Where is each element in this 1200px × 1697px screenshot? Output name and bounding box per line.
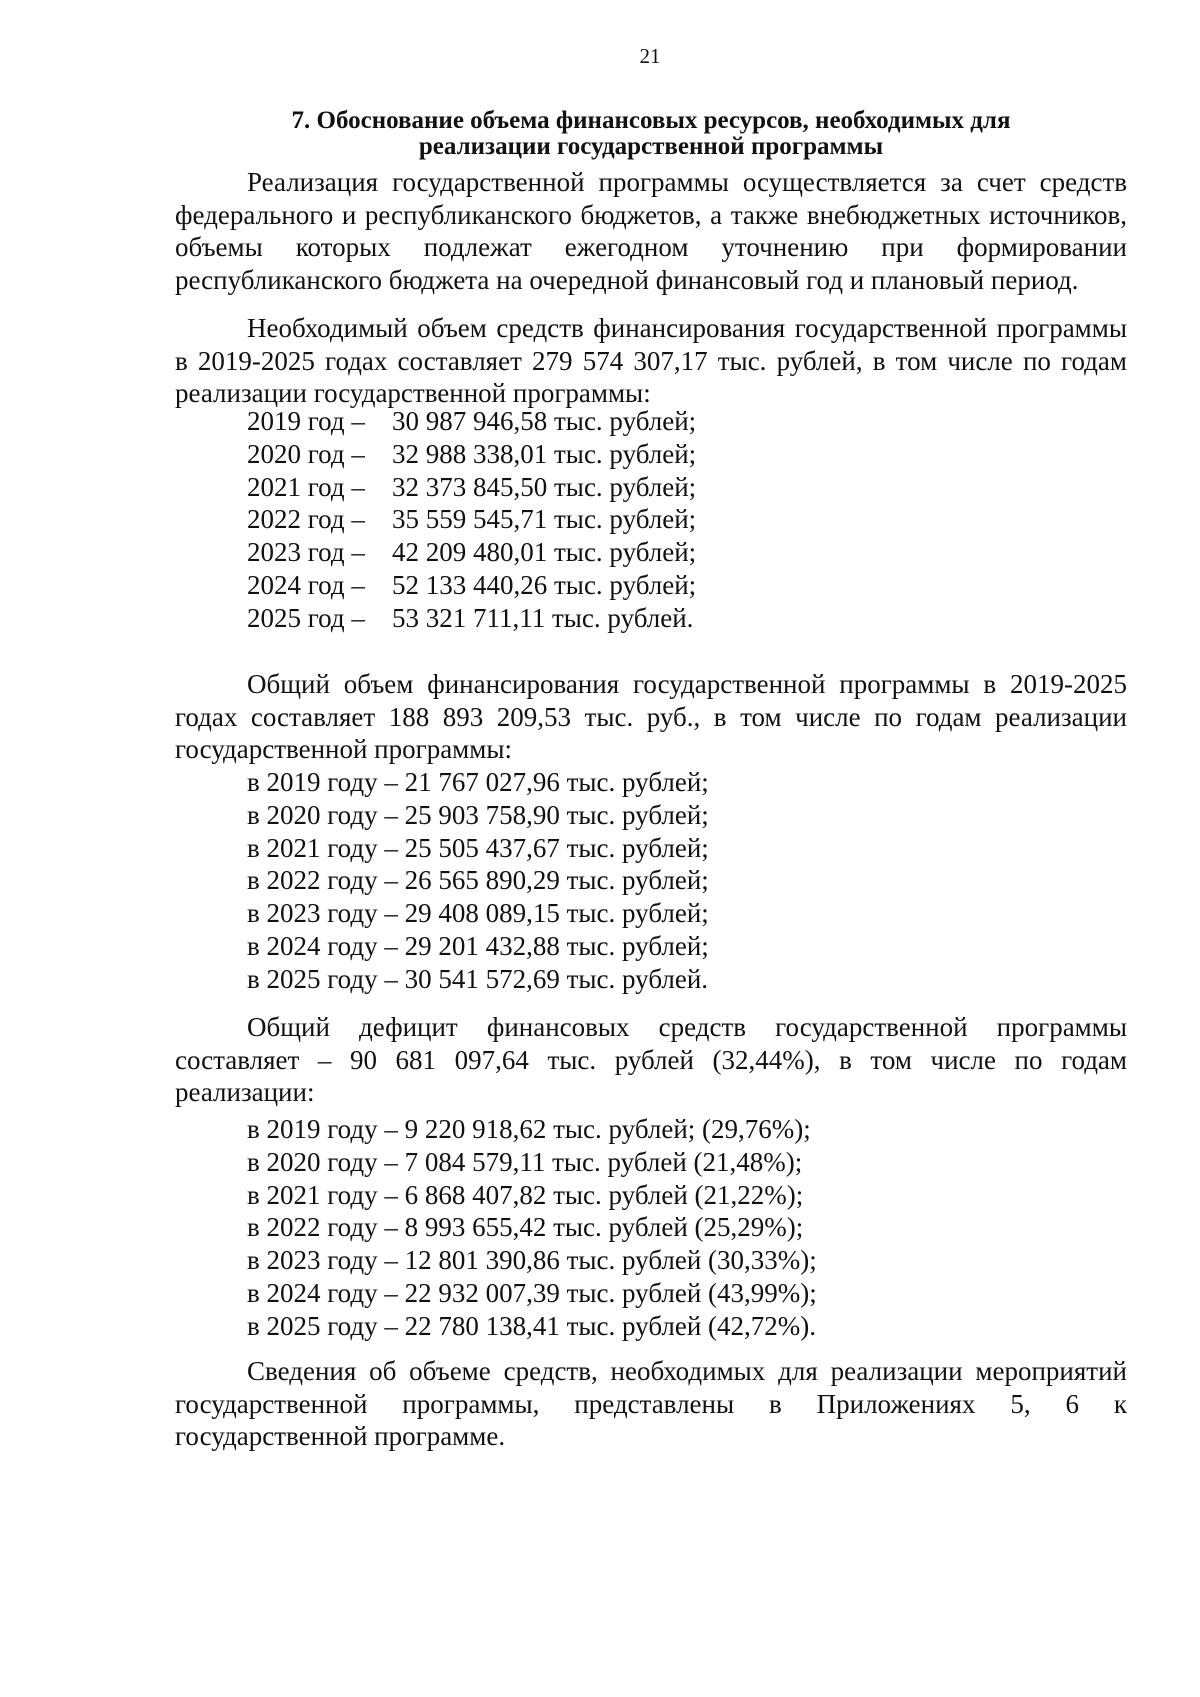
section-heading — [175, 108, 1127, 160]
list-item: в 2024 году – 29 201 432,88 тыс. рублей; — [247, 930, 709, 961]
funding-by-year-list — [247, 766, 709, 996]
section-title-line-1: 7. Обоснование объема финансовых ресурсов, необходимых для — [291, 107, 1011, 134]
list-item: в 2022 году – 26 565 890,29 тыс. рублей; — [247, 865, 709, 896]
list-item: в 2024 году – 22 932 007,39 тыс. рублей (43,99%); — [247, 1277, 817, 1308]
list-item: в 2025 году – 30 541 572,69 тыс. рублей. — [247, 963, 709, 994]
paragraph-funding-sources: Реализация государственной программы осуществляется за счет средств федерального и республиканского бюджетов, а также внебюджетных источников, объемы которых подлежат ежегодном уточнению при формировании республиканского бюджета на очередной финансовый год и плановый период. — [175, 167, 1127, 295]
list-item: в 2019 году – 9 220 918,62 тыс. рублей; (29,76%); — [247, 1114, 811, 1144]
section-title-line-2: реализации государственной программы — [418, 133, 884, 160]
list-item: в 2019 году – 21 767 027,96 тыс. рублей; — [247, 767, 709, 797]
paragraph-appendix-reference: Сведения об объеме средств, необходимых для реализации мероприятий государственной программы, представлены в Приложениях 5, 6 к государственной программе. — [175, 1356, 1127, 1451]
list-item: в 2022 году – 8 993 655,42 тыс. рублей (25,29%); — [247, 1212, 804, 1243]
list-item: в 2020 году – 7 084 579,11 тыс. рублей (21,48%); — [247, 1146, 803, 1177]
deficit-by-year-list — [247, 1113, 817, 1343]
list-item: 2020 год – 32 988 338,01 тыс. рублей; — [247, 438, 697, 469]
list-item: в 2023 году – 29 408 089,15 тыс. рублей; — [247, 898, 709, 929]
paragraph-deficit: Общий дефицит финансовых средств государственной программы составляет – 90 681 097,64 тыс. рублей (32,44%), в том числе по годам реализации: — [175, 1012, 1127, 1107]
list-item: в 2021 году – 6 868 407,82 тыс. рублей (21,22%); — [247, 1179, 804, 1210]
list-item: в 2025 году – 22 780 138,41 тыс. рублей (42,72%). — [247, 1310, 817, 1341]
list-item: 2021 год – 32 373 845,50 тыс. рублей; — [247, 471, 697, 502]
page-number: 21 — [639, 44, 661, 68]
required-by-year-list — [247, 405, 696, 635]
list-item: 2025 год – 53 321 711,11 тыс. рублей. — [247, 602, 694, 633]
paragraph-total-funding: Общий объем финансирования государственной программы в 2019-2025 годах составляет 188 893 209,53 тыс. руб., в том числе по годам реализации государственной программы: — [175, 669, 1127, 764]
list-item: 2019 год – 30 987 946,58 тыс. рублей; — [247, 406, 697, 436]
list-item: 2023 год – 42 209 480,01 тыс. рублей; — [247, 537, 697, 568]
list-item: в 2020 году – 25 903 758,90 тыс. рублей; — [247, 799, 709, 830]
paragraph-required-volume: Необходимый объем средств финансирования государственной программы в 2019-2025 годах составляет 279 574 307,17 тыс. рублей, в том числе по годам реализации государственной программы: — [175, 313, 1127, 408]
list-item: в 2023 году – 12 801 390,86 тыс. рублей (30,33%); — [247, 1245, 817, 1276]
list-item: в 2021 году – 25 505 437,67 тыс. рублей; — [247, 832, 709, 863]
list-item: 2024 год – 52 133 440,26 тыс. рублей; — [247, 569, 697, 600]
list-item: 2022 год – 35 559 545,71 тыс. рублей; — [247, 504, 697, 535]
